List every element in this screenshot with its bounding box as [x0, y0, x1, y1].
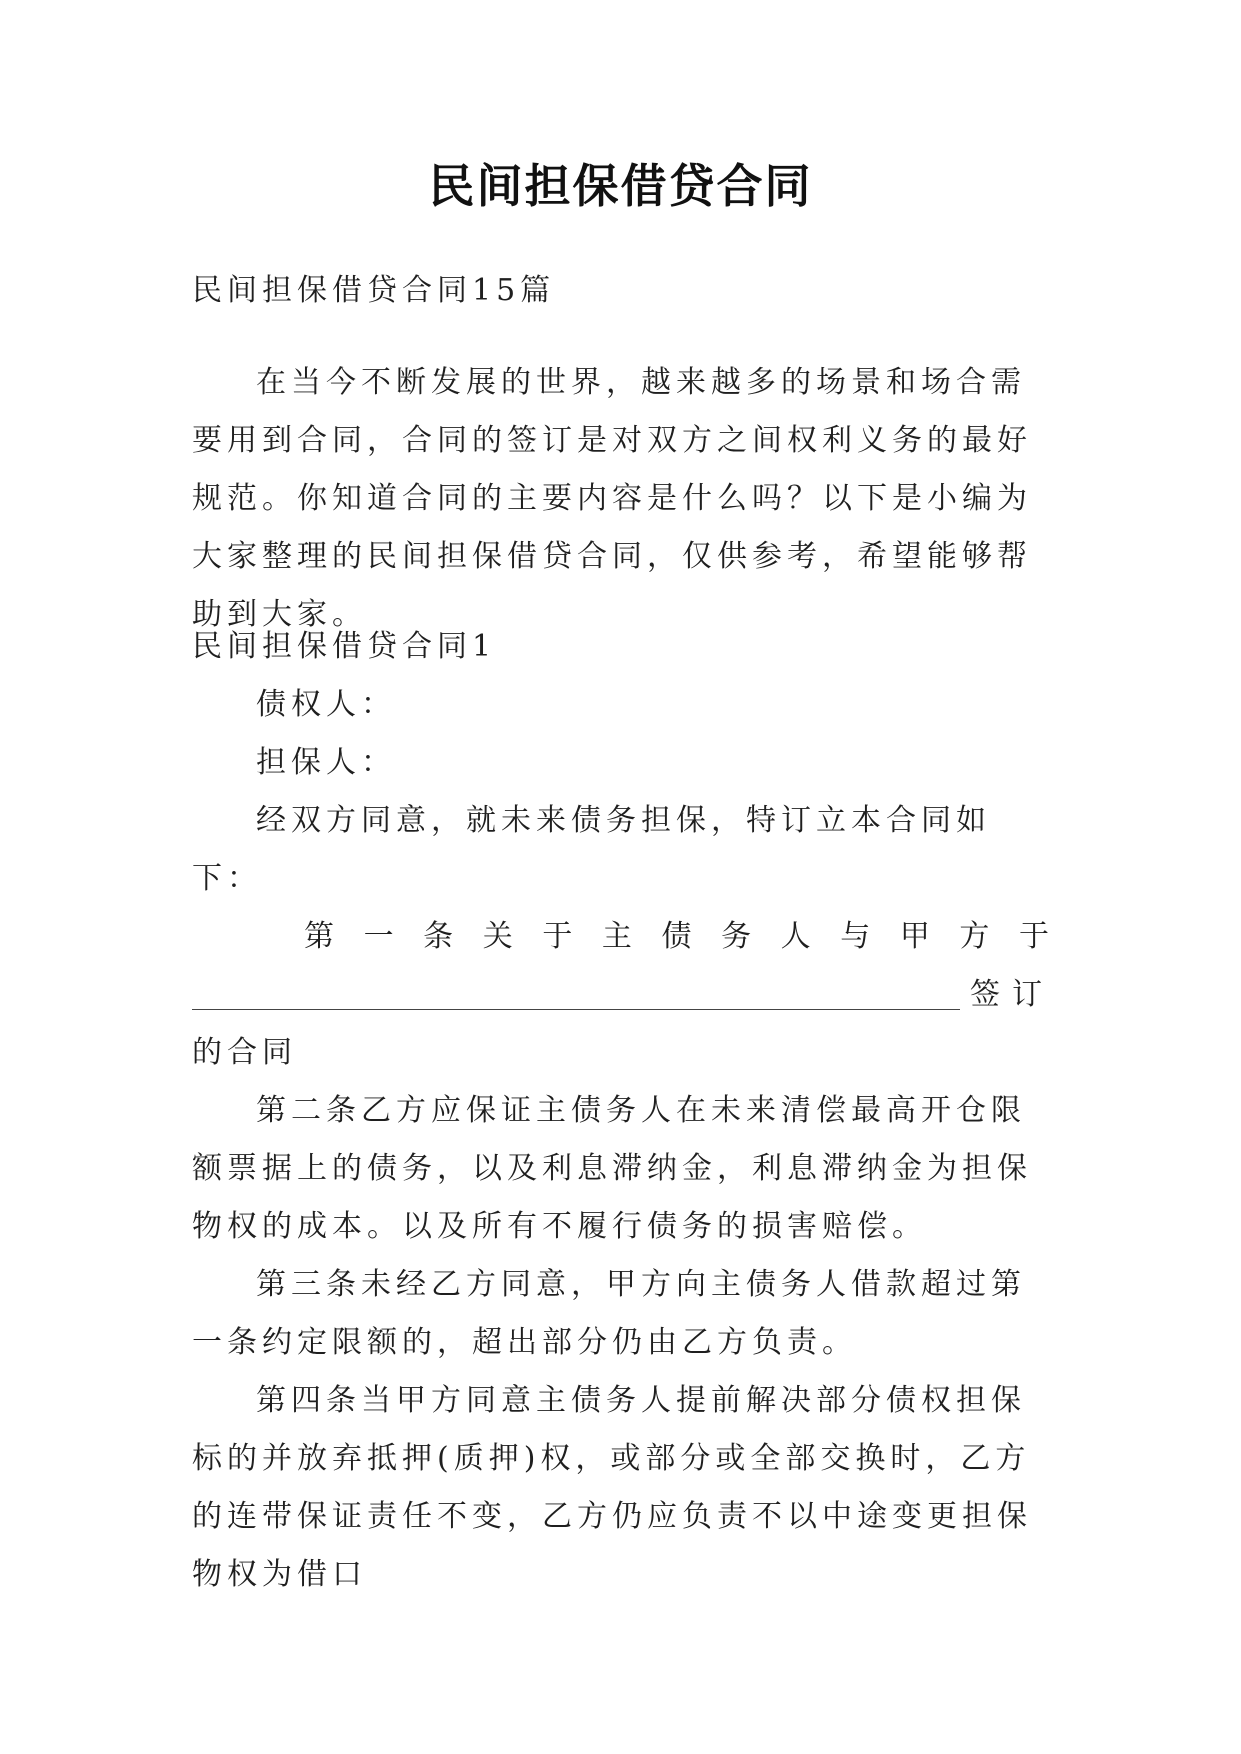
- contract-block: [192, 618, 1054, 1604]
- article-1-signed: 签订: [970, 977, 1054, 1012]
- fill-in-blank: [192, 975, 960, 1010]
- section-title: 民间担保借贷合同1: [192, 629, 497, 664]
- intro-paragraph: 在当今不断发展的世界，越来越多的场景和场合需要用到合同，合同的签订是对双方之间权利义务的最好规范。你知道合同的主要内容是什么吗？以下是小编为大家整理的民间担保借贷合同，仅供参考，希望能够帮助到大家。: [192, 365, 1032, 632]
- guarantor-line: 担保人：: [256, 745, 396, 780]
- article-3: 第三条未经乙方同意，甲方向主债务人借款超过第一条约定限额的，超出部分仍由乙方负责。: [192, 1267, 1026, 1360]
- document-title: 民间担保借贷合同: [428, 159, 813, 213]
- article-1-text: 第一条关于主债务人与甲方于: [304, 919, 1054, 954]
- article-1-end: 的合同: [192, 1035, 297, 1070]
- article-2: 第二条乙方应保证主债务人在未来清偿最高开仓限额票据上的债务，以及利息滞纳金，利息滞纳金为担保物权的成本。以及所有不履行债务的损害赔偿。: [192, 1093, 1032, 1244]
- document-subtitle: 民间担保借贷合同15篇: [192, 273, 556, 308]
- agreement-line: 经双方同意，就未来债务担保，特订立本合同如下：: [192, 803, 991, 896]
- document-body: [192, 262, 1054, 320]
- article-4: 第四条当甲方同意主债务人提前解决部分债权担保标的并放弃抵押(质押)权，或部分或全部交换时，乙方的连带保证责任不变，乙方仍应负责不以中途变更担保物权为借口: [192, 1383, 1032, 1592]
- creditor-line: 债权人：: [256, 687, 396, 722]
- intro-block: [192, 354, 1054, 644]
- article-1-blank-row: [192, 966, 1054, 1024]
